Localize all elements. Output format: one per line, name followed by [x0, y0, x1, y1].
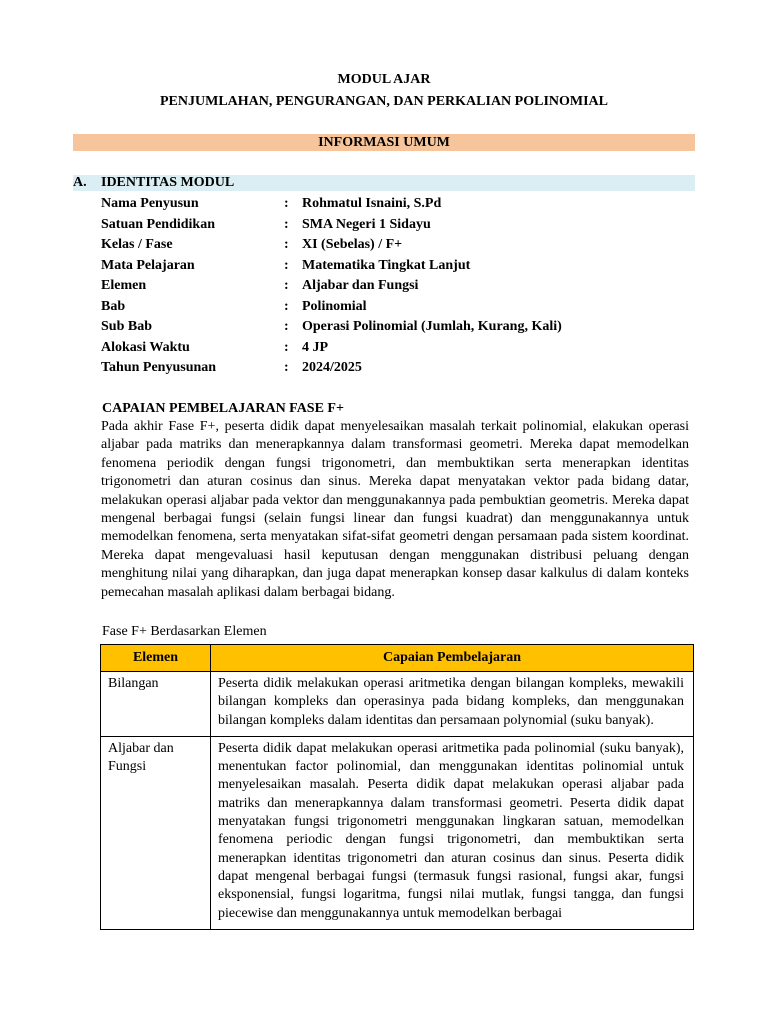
identity-colon: :	[284, 257, 289, 273]
identity-row	[101, 215, 701, 236]
identity-list	[101, 194, 701, 379]
table-cell-elemen: Bilangan	[101, 672, 211, 737]
identity-row	[101, 235, 701, 256]
table-cell-capaian: Peserta didik melakukan operasi aritmetika dengan bilangan kompleks, mewakili bilangan kompleks dan operasinya pada bidang kompleks, dan menggunakan bilangan kompleks dalam identitas dan persamaan polynomial (suku banyak).	[211, 672, 694, 737]
identity-value: SMA Negeri 1 Sidayu	[302, 216, 431, 232]
identity-value: Matematika Tingkat Lanjut	[302, 257, 471, 273]
identity-colon: :	[284, 360, 289, 375]
identity-value: Polinomial	[302, 298, 367, 314]
identity-label: Mata Pelajaran	[101, 257, 195, 273]
identity-colon: :	[284, 339, 289, 355]
table-cell-capaian: Peserta didik dapat melakukan operasi aritmetika pada polinomial (suku banyak), menentukan factor polinomial, dan menggunakan identitas polinomial untuk menyelesaikan masalah. Peserta didik dapat melakukan operasi aljabar pada matriks dan menerapkannya dalam transformasi geometri. Peserta didik dapat menyatakan fungsi trigonometri menggunakan lingkaran satuan, memodelkan fenomena periodic dengan fungsi trigonometri, dan membuktikan serta menerapkan identitas trigonometri dan aturan cosinus dan sinus. Peserta didik dapat mengenal berbagai fungsi (termasuk fungsi rasional, fungsi akar, fungsi eksponensial, fungsi logaritma, fungsi nilai mutlak, fungsi tangga, dan fungsi piecewise dan menggunakannya untuk memodelkan berbagai	[211, 736, 694, 929]
table-header-capaian: Capaian Pembelajaran	[211, 645, 694, 672]
identity-colon: :	[284, 237, 289, 252]
capaian-heading: CAPAIAN PEMBELAJARAN FASE F+	[102, 401, 344, 416]
table-header-row	[101, 645, 694, 672]
capaian-table	[100, 644, 694, 930]
identity-label: Alokasi Waktu	[101, 339, 190, 355]
section-a-title: IDENTITAS MODUL	[101, 175, 235, 190]
identity-label: Nama Penyusun	[101, 196, 199, 211]
table-row	[101, 672, 694, 737]
identity-value: Operasi Polinomial (Jumlah, Kurang, Kali)	[302, 319, 562, 334]
identity-label: Bab	[101, 298, 126, 314]
identity-value: Aljabar dan Fungsi	[302, 278, 419, 293]
identity-label: Sub Bab	[101, 319, 152, 334]
identity-colon: :	[284, 196, 289, 211]
identity-value: XI (Sebelas) / F+	[302, 237, 403, 252]
identity-row	[101, 276, 701, 297]
identity-colon: :	[284, 298, 289, 314]
identity-label: Elemen	[101, 278, 147, 293]
identity-row	[101, 358, 701, 379]
capaian-paragraph: Pada akhir Fase F+, peserta didik dapat menyelesaikan masalah terkait polinomial, elakukan operasi aljabar pada matriks dan menerapkannya dalam transformasi geometri. Mereka dapat memodelkan fenomena periodik dengan fungsi trigonometri, dan membuktikan serta menerapkan identitas trigonometri dan aturan cosinus dan sinus. Mereka dapat menyatakan vektor pada bidang datar, melakukan operasi aljabar pada vektor dan menggunakannya pada pembuktian geometris. Mereka dapat mengenal berbagai fungsi (selain fungsi linear dan fungsi kuadrat) dan menggunakannya untuk memodelkan fenomena, serta menyatakan sifat-sifat geometri dengan persamaan pada sistem koordinat. Mereka dapat mengevaluasi hasil keputusan dengan menggunakan distribusi peluang dengan menghitung nilai yang diharapkan, dan juga dapat menerapkan konsep dasar kalkulus di dalam konteks pemecahan masalah aplikasi dalam berbagai bidang.	[101, 419, 689, 600]
identity-row	[101, 297, 701, 318]
identity-row	[101, 338, 701, 359]
section-a-heading	[73, 175, 695, 191]
identity-colon: :	[284, 278, 289, 293]
identity-label: Satuan Pendidikan	[101, 216, 215, 232]
identity-row	[101, 256, 701, 277]
identity-label: Kelas / Fase	[101, 237, 173, 252]
identity-value: Rohmatul Isnaini, S.Pd	[302, 196, 442, 211]
document-subtitle: PENJUMLAHAN, PENGURANGAN, DAN PERKALIAN POLINOMIAL	[160, 94, 608, 109]
identity-colon: :	[284, 216, 289, 232]
section-banner: INFORMASI UMUM	[73, 134, 695, 151]
table-cell-elemen: Aljabar dan Fungsi	[101, 736, 211, 929]
table-row	[101, 736, 694, 929]
identity-value: 2024/2025	[302, 360, 362, 375]
document-title: MODUL AJAR	[337, 72, 431, 87]
identity-row	[101, 317, 701, 338]
fase-label: Fase F+ Berdasarkan Elemen	[102, 624, 267, 639]
table-header-elemen: Elemen	[101, 645, 211, 672]
identity-value: 4 JP	[302, 339, 329, 355]
identity-colon: :	[284, 319, 289, 334]
section-a-number: A.	[73, 175, 87, 190]
identity-row	[101, 194, 701, 215]
identity-label: Tahun Penyusunan	[101, 360, 217, 375]
